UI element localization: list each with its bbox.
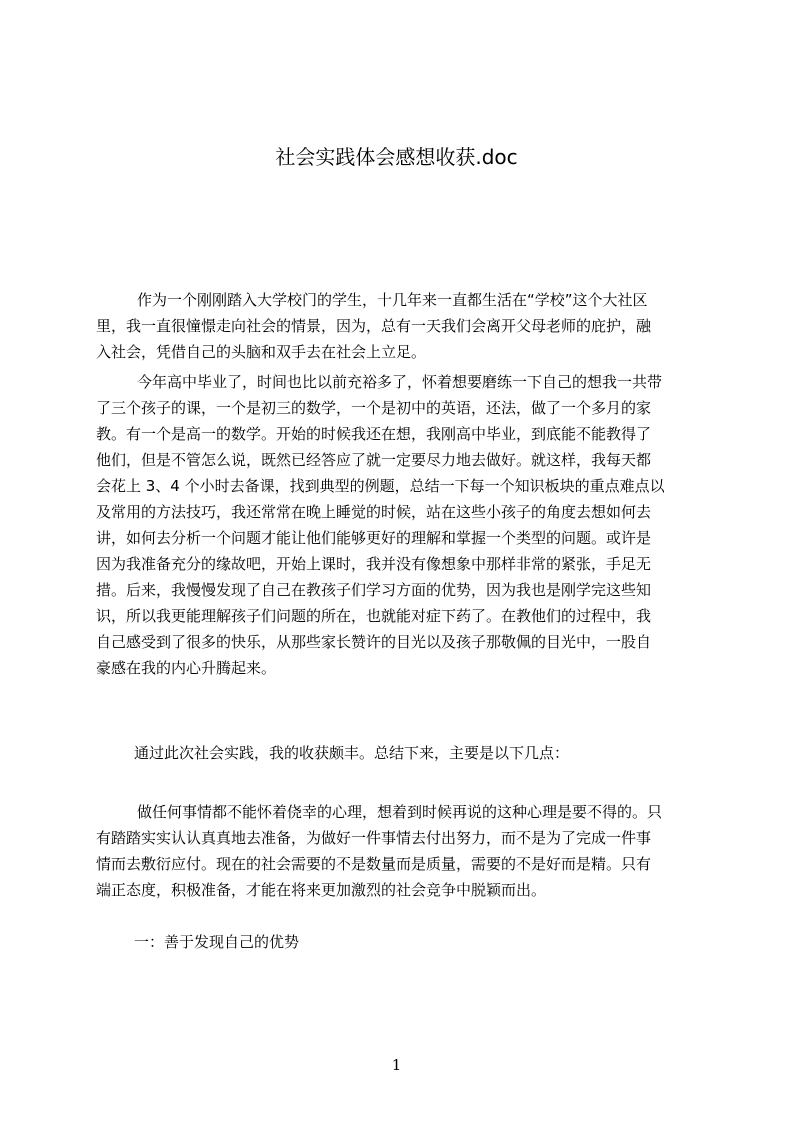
paragraph-line: 会花上 3、4 个小时去备课，找到典型的例题，总结一下每一个知识板块的重点难点以 [96, 477, 665, 495]
paragraph-line: 讲，如何去分析一个问题才能让他们能够更好的理解和掌握一个类型的问题。或许是 [96, 529, 652, 547]
paragraph-line: 端正态度，积极准备，才能在将来更加激烈的社会竞争中脱颖而出。 [96, 881, 547, 899]
paragraph-attitude [96, 799, 700, 903]
paragraph-line: 豪感在我的内心升腾起来。 [96, 659, 277, 677]
paragraph-line: 做任何事情都不能怀着侥幸的心理，想着到时候再说的这种心理是要不得的。只 [137, 803, 663, 821]
paragraph-line: 有踏踏实实认认真真地去准备，为做好一件事情去付出努力，而不是为了完成一件事 [96, 829, 652, 847]
paragraph-line: 及常用的方法技巧，我还常常在晚上睡觉的时候，站在这些小孩子的角度去想如何去 [96, 503, 652, 521]
paragraph-line: 作为一个刚刚踏入大学校门的学生，十几年来一直都生活在“学校”这个大社区 [137, 291, 648, 309]
paragraph-intro [96, 287, 700, 365]
page-number: 1 [391, 1056, 402, 1074]
document-title: 社会实践体会感想收获.doc [275, 145, 518, 169]
paragraph-line: 识，所以我更能理解孩子们问题的所在，也就能对症下药了。在教他们的过程中，我 [96, 607, 652, 625]
paragraph-line: 情而去敷衍应付。现在的社会需要的不是数量而是质量，需要的不是好而是精。只有 [96, 855, 652, 873]
paragraph-line: 今年高中毕业了，时间也比以前充裕多了，怀着想要磨练一下自己的想我一共带 [137, 373, 663, 391]
paragraph-tutoring [96, 369, 700, 681]
paragraph-line: 自己感受到了很多的快乐，从那些家长赞许的目光以及孩子那敬佩的目光中，一股自 [96, 633, 652, 651]
paragraph-line: 措。后来，我慢慢发现了自己在教孩子们学习方面的优势，因为我也是刚学完这些知 [96, 581, 652, 599]
paragraph-summary-intro [96, 740, 700, 766]
section-heading-text: 一：善于发现自己的优势 [134, 933, 300, 951]
paragraph-line: 入社会，凭借自己的头脑和双手去在社会上立足。 [96, 343, 427, 361]
paragraph-line: 通过此次社会实践，我的收获颇丰。总结下来，主要是以下几点： [134, 744, 570, 762]
section-heading [96, 929, 700, 955]
paragraph-line: 教。有一个是高一的数学。开始的时候我还在想，我刚高中毕业，到底能不能教得了 [96, 425, 652, 443]
paragraph-line: 了三个孩子的课，一个是初三的数学，一个是初中的英语，还法，做了一个多月的家 [96, 399, 652, 417]
paragraph-line: 他们，但是不管怎么说，既然已经答应了就一定要尽力地去做好。就这样，我每天都 [96, 451, 652, 469]
paragraph-line: 里，我一直很憧憬走向社会的情景，因为，总有一天我们会离开父母老师的庇护，融 [96, 317, 652, 335]
paragraph-line: 因为我准备充分的缘故吧，开始上课时，我并没有像想象中那样非常的紧张，手足无 [96, 555, 652, 573]
